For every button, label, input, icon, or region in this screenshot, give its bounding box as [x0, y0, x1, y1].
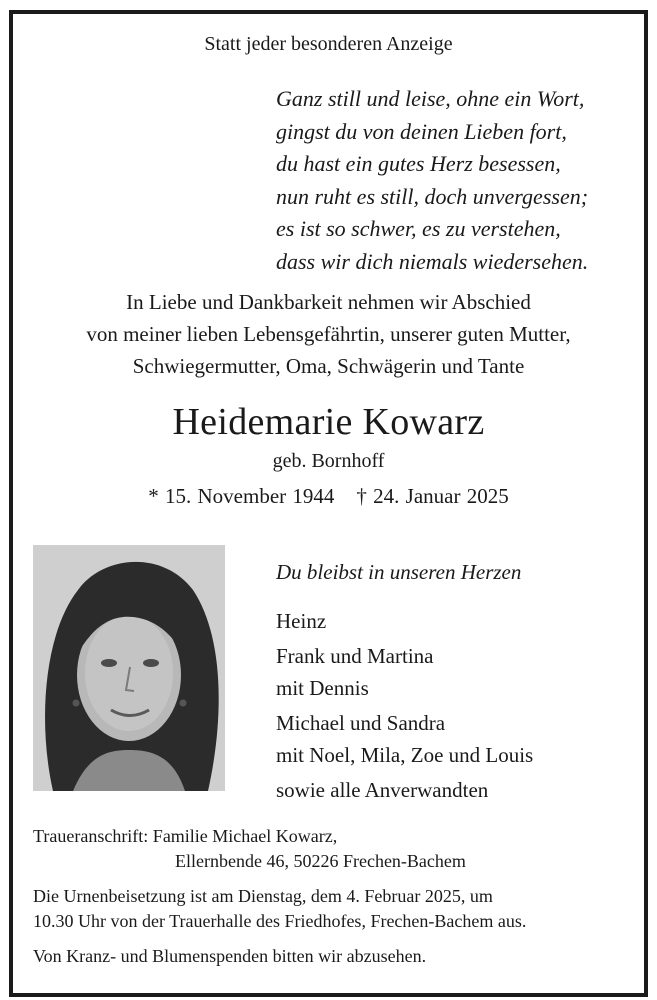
life-dates	[0, 484, 657, 509]
farewell-text	[0, 286, 657, 382]
death-date: † 24. Januar 2025	[356, 484, 509, 508]
farewell-line: Schwiegermutter, Oma, Schwägerin und Tante	[132, 354, 525, 378]
poem-line: es ist so schwer, es zu verstehen,	[276, 216, 561, 241]
poem-line: du hast ein gutes Herz besessen,	[276, 151, 561, 176]
deceased-name: Heidemarie Kowarz	[172, 401, 485, 443]
notice-heading: Statt jeder besonderen Anzeige	[204, 33, 453, 55]
mourning-address-label: Traueranschrift: Familie Michael Kowarz,	[33, 826, 338, 846]
flowers-note: Von Kranz- und Blumenspenden bitten wir abzusehen.	[33, 946, 427, 966]
birth-name: geb. Bornhoff	[272, 450, 385, 472]
poem-line: nun ruht es still, doch unvergessen;	[276, 183, 589, 209]
birth-date: * 15. November 1944	[148, 484, 335, 508]
mourner: mit Dennis	[276, 676, 369, 700]
portrait-illustration	[33, 545, 225, 791]
funeral-line: Die Urnenbeisetzung ist am Dienstag, dem 4. Februar 2025, um	[33, 886, 493, 906]
mourners-list	[276, 605, 533, 806]
farewell-line: von meiner lieben Lebensgefährtin, unserer guten Mutter,	[86, 322, 571, 346]
mourner: sowie alle Anverwandten	[276, 778, 489, 802]
motto: Du bleibst in unseren Herzen	[276, 560, 522, 584]
funeral-info	[33, 884, 526, 934]
poem-line: dass wir dich niemals wiedersehen.	[276, 248, 589, 274]
mourning-address: Ellernbende 46, 50226 Frechen-Bachem	[175, 851, 466, 871]
poem-line: Ganz still und leise, ohne ein Wort,	[276, 86, 585, 111]
portrait-photo	[33, 545, 225, 791]
mourner: Michael und Sandra	[276, 711, 446, 735]
farewell-line: In Liebe und Dankbarkeit nehmen wir Abschied	[126, 290, 531, 314]
mourner: Heinz	[276, 609, 327, 633]
mourner: mit Noel, Mila, Zoe und Louis	[276, 743, 534, 767]
poem-line: gingst du von deinen Lieben fort,	[276, 118, 567, 144]
mourner: Frank und Martina	[276, 644, 434, 668]
funeral-line: 10.30 Uhr von der Trauerhalle des Friedhofes, Frechen-Bachem aus.	[33, 911, 527, 931]
poem	[276, 83, 588, 278]
